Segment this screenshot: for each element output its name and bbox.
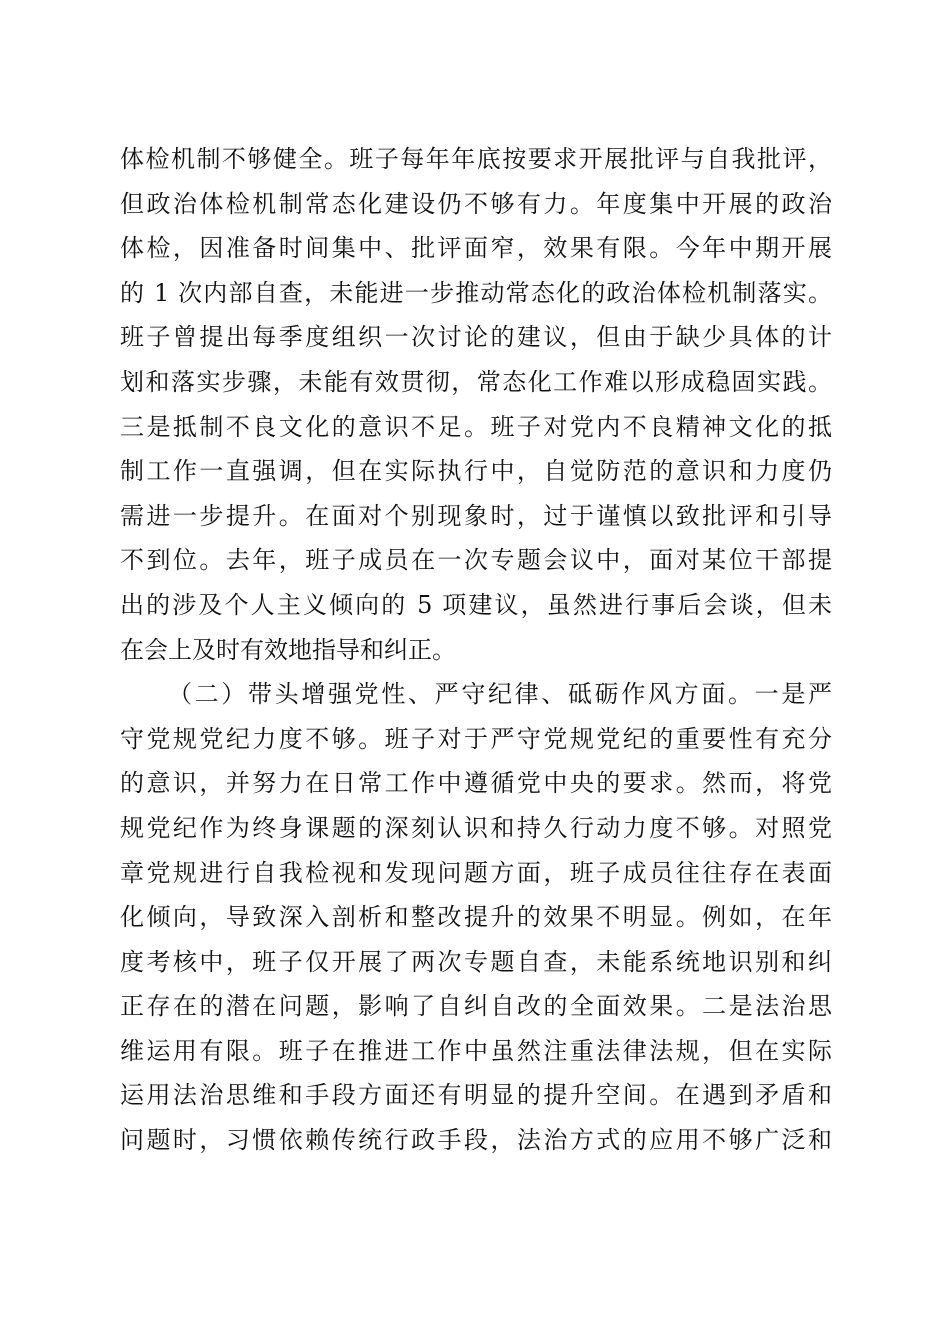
text-line: 需进一步提升。在面对个别现象时，过于谨慎以致批评和引导	[120, 501, 832, 530]
text-line: 在会上及时有效地指导和纠正。	[120, 635, 456, 664]
text-line: 度考核中，班子仅开展了两次专题自查，未能系统地识别和纠	[120, 947, 832, 976]
text-line: 不到位。去年，班子成员在一次专题会议中，面对某位干部提	[120, 546, 832, 575]
text-line: 班子曾提出每季度组织一次讨论的建议，但由于缺少具体的计	[120, 323, 832, 352]
text-line: 的意识，并努力在日常工作中遵循党中央的要求。然而，将党	[120, 769, 832, 798]
text-line: 的 1 次内部自查，未能进一步推动常态化的政治体检机制落实。	[120, 278, 832, 307]
paragraph-2	[120, 679, 832, 1170]
document-body	[120, 144, 832, 1170]
text-line: 规党纪作为终身课题的深刻认识和持久行动力度不够。对照党	[120, 813, 832, 842]
text-line: 体检，因准备时间集中、批评面窄，效果有限。今年中期开展	[120, 234, 832, 263]
text-line: 问题时，习惯依赖传统行政手段，法治方式的应用不够广泛和	[120, 1126, 832, 1155]
paragraph-1	[120, 144, 832, 679]
text-line: 出的涉及个人主义倾向的 5 项建议，虽然进行事后会谈，但未	[120, 590, 832, 619]
text-line: 守党规党纪力度不够。班子对于严守党规党纪的重要性有充分	[120, 724, 832, 753]
text-line: 化倾向，导致深入剖析和整改提升的效果不明显。例如，在年	[120, 903, 832, 932]
text-line: 体检机制不够健全。班子每年年底按要求开展批评与自我批评，	[120, 145, 832, 173]
text-line: 三是抵制不良文化的意识不足。班子对党内不良精神文化的抵	[120, 412, 832, 441]
text-line: 正存在的潜在问题，影响了自纠自改的全面效果。二是法治思	[120, 992, 832, 1021]
text-line: 章党规进行自我检视和发现问题方面，班子成员往往存在表面	[120, 858, 832, 887]
text-line: 但政治体检机制常态化建设仍不够有力。年度集中开展的政治	[120, 189, 832, 218]
text-line: 维运用有限。班子在推进工作中虽然注重法律法规，但在实际	[120, 1036, 832, 1065]
text-line: 运用法治思维和手段方面还有明显的提升空间。在遇到矛盾和	[120, 1081, 832, 1110]
text-line: 划和落实步骤，未能有效贯彻，常态化工作难以形成稳固实践。	[120, 367, 832, 396]
text-line: （二）带头增强党性、严守纪律、砥砺作风方面。一是严	[168, 680, 832, 709]
text-line: 制工作一直强调，但在实际执行中，自觉防范的意识和力度仍	[120, 457, 832, 486]
